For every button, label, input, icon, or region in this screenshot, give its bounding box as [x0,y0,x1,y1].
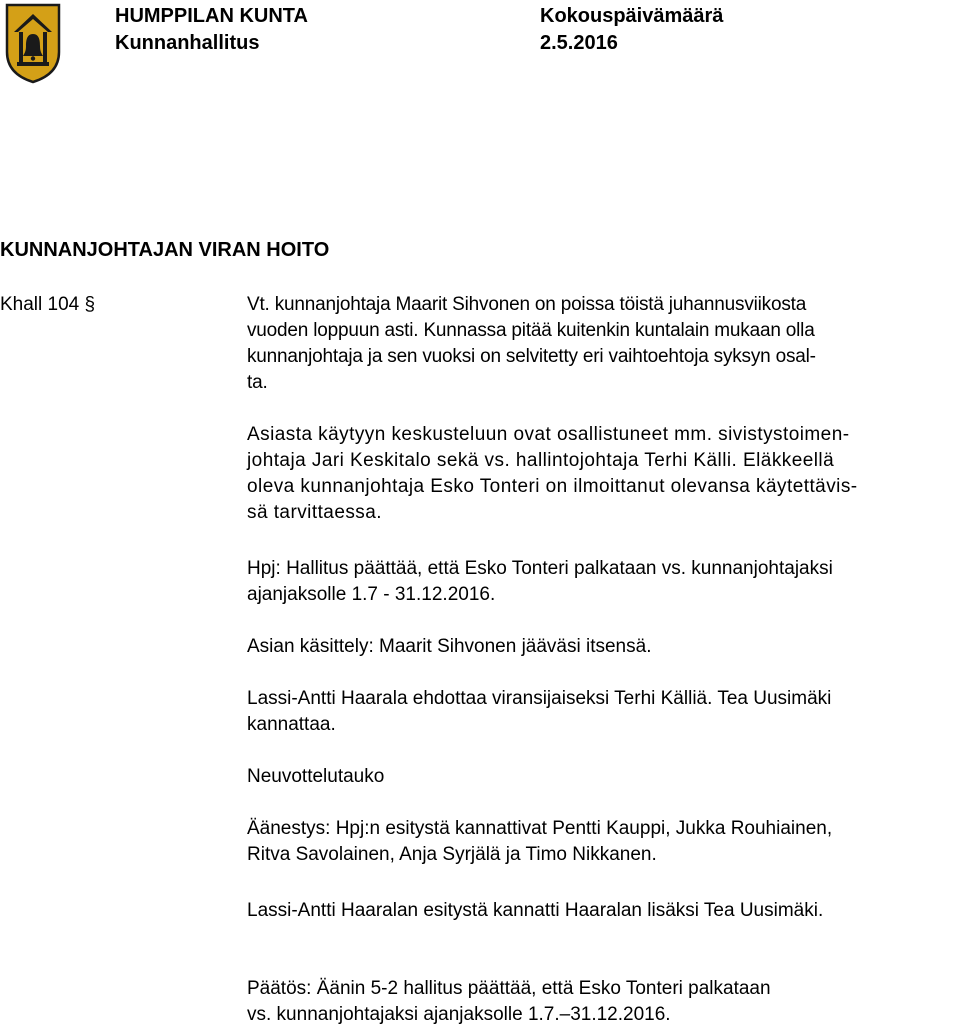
paragraph-vote [247,816,960,868]
text-line: kunnanjohtaja ja sen vuoksi on selvitetty eri vaihtoehtoja syksyn osal- [247,346,816,367]
text-line: Vt. kunnanjohtaja Maarit Sihvonen on poissa töistä juhannusviikosta [247,294,807,315]
text-line: johtaja Jari Keskitalo sekä vs. hallintojohtaja Terhi Källi. Eläkkeellä [247,450,835,471]
bell-crest-icon [4,2,62,84]
text-line: Neuvottelutauko [247,766,385,787]
paragraph-handling [247,634,960,660]
text-line: ajanjaksolle 1.7 - 31.12.2016. [247,584,496,605]
text-line: Hpj: Hallitus päättää, että Esko Tonteri palkataan vs. kunnanjohtajaksi [247,558,833,579]
text-line: Ritva Savolainen, Anja Syrjälä ja Timo Nikkanen. [247,844,657,865]
paragraph-recess [247,764,960,790]
paragraph-counter-proposal [247,686,960,738]
text-line: Lassi-Antti Haarala ehdottaa viransijaiseksi Terhi Källiä. Tea Uusimäki [247,688,832,709]
section-reference: Khall 104 § [0,294,96,315]
header-org-name: HUMPPILAN KUNTA [115,5,308,27]
section-title: KUNNANJOHTAJAN VIRAN HOITO [0,239,330,261]
header-meeting-date-label: Kokouspäivämäärä [540,5,724,27]
text-line: oleva kunnanjohtaja Esko Tonteri on ilmoittanut olevansa käytettävis- [247,476,858,497]
text-line: Äänestys: Hpj:n esitystä kannattivat Pentti Kauppi, Jukka Rouhiainen, [247,818,833,839]
text-line: ta. [247,372,268,393]
header-body-name: Kunnanhallitus [115,32,260,54]
text-line: Asiasta käytyyn keskusteluun ovat osallistuneet mm. sivistystoimen- [247,424,850,445]
text-line: sä tarvittaessa. [247,502,382,523]
text-line: kannattaa. [247,714,336,735]
text-line: vuoden loppuun asti. Kunnassa pitää kuitenkin kuntalain mukaan olla [247,320,815,341]
paragraph-discussion [247,422,960,526]
text-line: Asian käsittely: Maarit Sihvonen jääväsi itsensä. [247,636,652,657]
paragraph-background [247,292,960,396]
text-line: Lassi-Antti Haaralan esitystä kannatti Haaralan lisäksi Tea Uusimäki. [247,900,824,921]
municipality-crest-logo [4,2,62,84]
text-line: Päätös: Äänin 5-2 hallitus päättää, että Esko Tonteri palkataan [247,978,771,999]
header-meeting-date: 2.5.2016 [540,32,618,54]
paragraph-vote-minority [247,898,960,924]
paragraph-decision [247,976,960,1028]
paragraph-chair-proposal [247,556,960,608]
text-line: vs. kunnanjohtajaksi ajanjaksolle 1.7.–31.12.2016. [247,1004,671,1025]
